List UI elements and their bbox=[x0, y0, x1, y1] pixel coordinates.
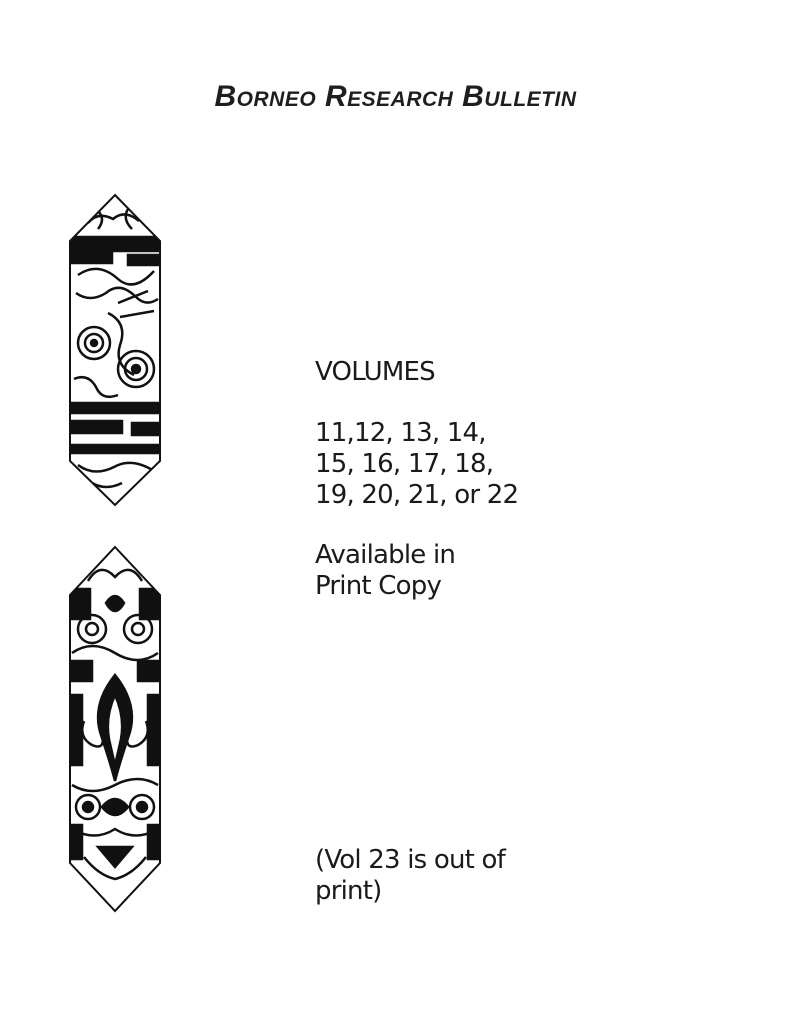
carved-ornament-top-icon bbox=[68, 193, 162, 507]
volume-list-line: 11,12, 13, 14, bbox=[315, 418, 486, 448]
volume-list-line: 19, 20, 21, or 22 bbox=[315, 480, 519, 510]
note-line: print) bbox=[315, 876, 382, 906]
volumes-heading: VOLUMES bbox=[315, 357, 435, 387]
carved-ornament-bottom-icon bbox=[68, 545, 162, 913]
out-of-print-note bbox=[315, 845, 505, 907]
volume-list bbox=[315, 418, 518, 511]
availability-line: Print Copy bbox=[315, 571, 442, 601]
page-title: Borneo Research Bulletin bbox=[214, 80, 577, 113]
volume-list-line: 15, 16, 17, 18, bbox=[315, 449, 494, 479]
availability-line: Available in bbox=[315, 540, 456, 570]
note-line: (Vol 23 is out of bbox=[315, 845, 505, 875]
availability-text bbox=[315, 540, 455, 602]
